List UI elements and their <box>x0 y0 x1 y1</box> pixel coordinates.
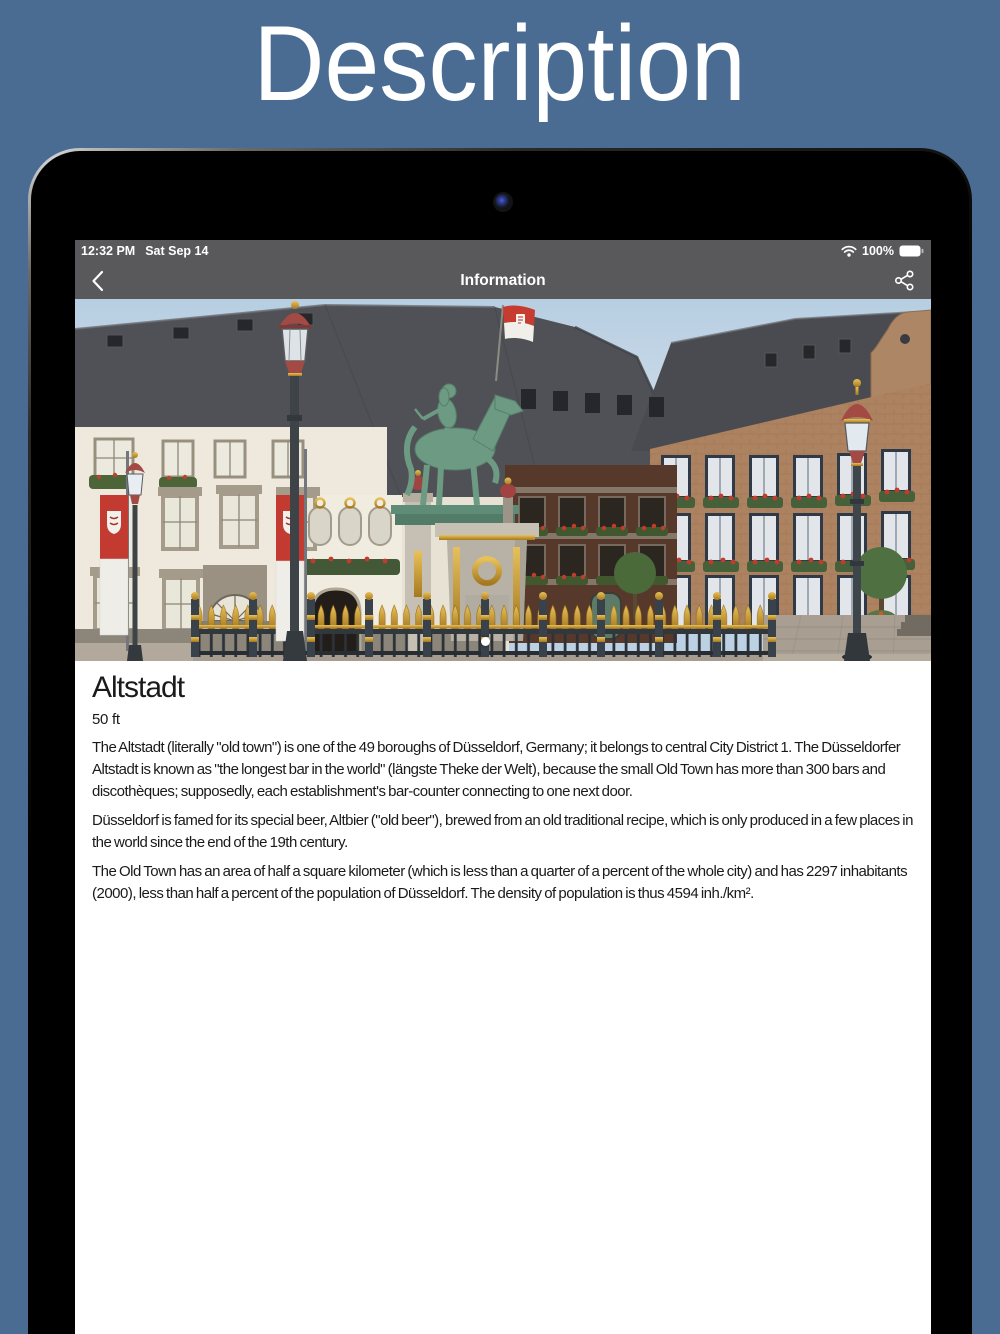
wifi-icon <box>841 245 857 257</box>
altstadt-photo-art <box>75 299 931 661</box>
place-title: Altstadt <box>92 671 185 704</box>
location-photo[interactable] <box>75 299 931 661</box>
arched-windows <box>302 499 400 576</box>
description-paragraph: The Old Town has an area of half a square kilometer (which is less than a quarter of a percent of the whole city) and has 2297 inhabitants (2000), less than half a percent of the population of Düsseldorf. The density of population is thus 4594 inh./km². <box>92 863 908 902</box>
description-paragraph: The Altstadt (literally "old town") is one of the 49 boroughs of Düsseldorf, Germany; it belongs to central City District 1. The Düsseldorfer Altstadt is known as "the longest bar in the world" (längste Theke der Welt), because the small Old Town has more than 300 bars and discothèques; supposedly, each establishment's bar-counter connecting to one next door. <box>92 739 901 800</box>
battery-percent: 100% <box>862 244 894 258</box>
page-indicator-dot <box>481 637 490 646</box>
description-content <box>75 661 931 905</box>
ipad-bezel <box>31 151 969 1334</box>
back-button[interactable] <box>91 262 104 299</box>
distance-label: 50 ft <box>92 711 120 728</box>
description-paragraph: Düsseldorf is famed for its special beer, Altbier ("old beer"), brewed from an old traditional recipe, which is only produced in a few places in the world since the end of the 19th century. <box>92 812 913 851</box>
nav-bar <box>75 262 931 299</box>
ipad-device <box>28 148 972 1334</box>
status-time: 12:32 PM <box>81 244 136 258</box>
battery-icon <box>899 245 924 257</box>
share-button[interactable] <box>894 262 915 299</box>
nav-title: Information <box>460 271 546 289</box>
page-title: Description <box>253 3 747 123</box>
status-bar <box>75 240 931 262</box>
status-date: Sat Sep 14 <box>145 244 209 258</box>
share-icon <box>894 270 915 291</box>
front-camera-icon <box>495 194 511 210</box>
chevron-left-icon <box>91 270 104 292</box>
app-screen <box>75 240 931 1334</box>
